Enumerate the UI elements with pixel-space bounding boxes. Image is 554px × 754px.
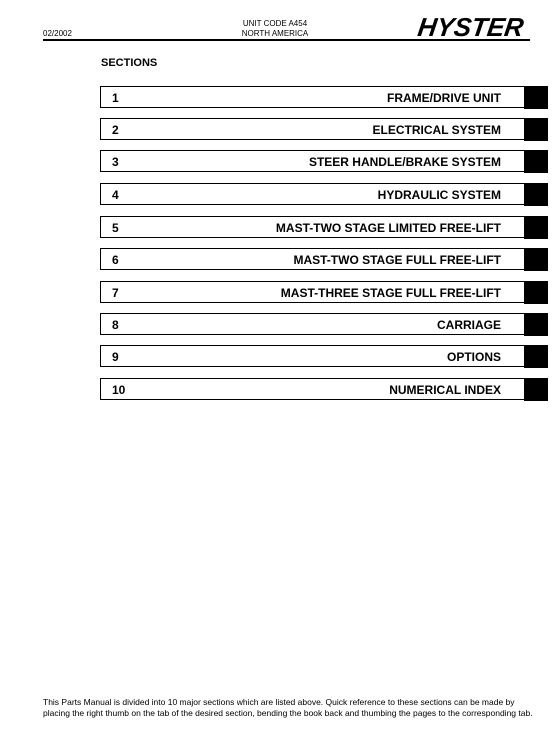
section-number: 5	[112, 221, 119, 235]
section-row-4[interactable]	[100, 183, 524, 205]
section-title: NUMERICAL INDEX	[389, 383, 501, 397]
section-title: ELECTRICAL SYSTEM	[372, 123, 501, 137]
section-title: OPTIONS	[446, 350, 501, 364]
section-number: 8	[112, 318, 119, 332]
unit-code-block	[210, 19, 340, 39]
thumb-tab	[524, 313, 548, 336]
section-number: 10	[112, 383, 126, 397]
section-row-5[interactable]	[100, 216, 524, 238]
usage-note: This Parts Manual is divided into 10 major sections which are listed above. Quick reference to these sections can be made by placing the right thumb on the tab of the desired section, bending the book back and thumbing the pages to the corresponding tab.	[43, 697, 533, 718]
thumb-tab	[524, 86, 548, 109]
section-number: 7	[112, 286, 119, 300]
section-number: 2	[112, 123, 119, 137]
thumb-tab	[524, 150, 548, 173]
section-row-6[interactable]	[100, 248, 524, 270]
publication-date: 02/2002	[43, 29, 72, 38]
unit-code: UNIT CODE A454	[242, 19, 308, 28]
section-title: CARRIAGE	[436, 318, 501, 332]
section-title: FRAME/DRIVE UNIT	[387, 91, 501, 105]
section-number: 3	[112, 155, 119, 169]
section-title: HYDRAULIC SYSTEM	[377, 188, 501, 202]
thumb-tab	[524, 248, 548, 271]
thumb-tab	[524, 183, 548, 206]
section-title: MAST-THREE STAGE FULL FREE-LIFT	[280, 286, 501, 300]
region: NORTH AMERICA	[241, 29, 309, 38]
section-title: MAST-TWO STAGE LIMITED FREE-LIFT	[275, 221, 501, 235]
sections-heading: SECTIONS	[101, 57, 158, 69]
section-row-2[interactable]	[100, 118, 524, 140]
section-title: MAST-TWO STAGE FULL FREE-LIFT	[293, 253, 501, 267]
thumb-tab	[524, 118, 548, 141]
header-divider	[43, 39, 530, 41]
thumb-tab	[524, 345, 548, 368]
section-number: 1	[112, 91, 119, 105]
section-row-1[interactable]	[100, 86, 524, 108]
section-number: 6	[112, 253, 119, 267]
section-row-8[interactable]	[100, 313, 524, 335]
thumb-tab	[524, 216, 548, 239]
section-row-7[interactable]	[100, 281, 524, 303]
thumb-tab	[524, 378, 548, 401]
section-row-9[interactable]	[100, 345, 524, 367]
section-row-10[interactable]	[100, 378, 524, 400]
section-number: 4	[112, 188, 119, 202]
section-title: STEER HANDLE/BRAKE SYSTEM	[308, 155, 501, 169]
brand-logo: HYSTER	[415, 12, 526, 42]
thumb-tab	[524, 281, 548, 304]
section-number: 9	[112, 350, 119, 364]
section-row-3[interactable]	[100, 150, 524, 172]
